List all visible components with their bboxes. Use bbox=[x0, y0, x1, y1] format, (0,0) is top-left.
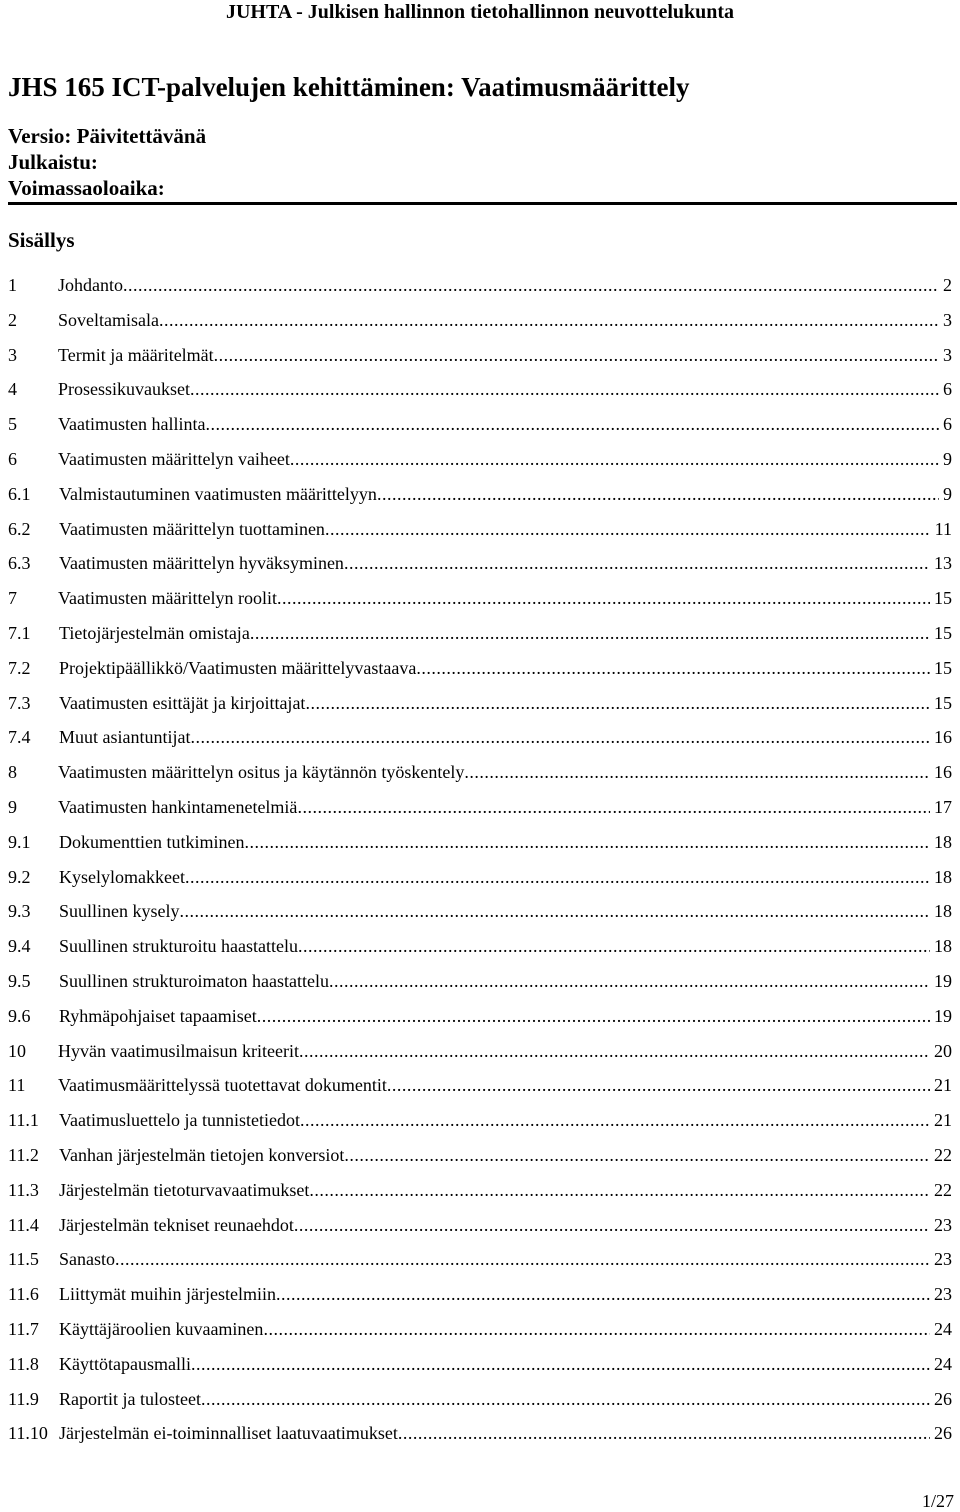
toc-dot-leader bbox=[214, 342, 939, 368]
toc-entry-number: 9.2 bbox=[8, 866, 31, 887]
document-published: Julkaistu: bbox=[8, 150, 98, 174]
toc-entry[interactable] bbox=[8, 620, 952, 655]
toc-dot-leader bbox=[185, 864, 930, 890]
toc-entry[interactable] bbox=[8, 1386, 952, 1421]
toc-entry-title: Suullinen kysely bbox=[59, 901, 180, 922]
toc-entry-number: 7 bbox=[8, 588, 17, 609]
toc-dot-leader bbox=[205, 411, 939, 437]
toc-entry-number: 11.10 bbox=[8, 1423, 48, 1444]
toc-entry[interactable] bbox=[8, 1107, 952, 1142]
toc-entry-title: Liittymät muihin järjestelmiin bbox=[59, 1284, 276, 1305]
toc-entry-page: 17 bbox=[934, 796, 952, 817]
toc-entry-page: 21 bbox=[934, 1075, 952, 1096]
toc-entry[interactable] bbox=[8, 1072, 952, 1107]
toc-entry-page: 24 bbox=[934, 1353, 952, 1374]
toc-entry[interactable] bbox=[8, 1177, 952, 1212]
toc-entry[interactable] bbox=[8, 794, 952, 829]
toc-entry-number: 11.9 bbox=[8, 1388, 39, 1409]
horizontal-divider bbox=[8, 202, 957, 205]
toc-entry-title: Vaatimusten hankintamenetelmiä bbox=[58, 796, 298, 817]
toc-dot-leader bbox=[309, 1177, 930, 1203]
toc-entry-page: 22 bbox=[934, 1179, 952, 1200]
toc-dot-leader bbox=[190, 376, 939, 402]
toc-entry-number: 4 bbox=[8, 379, 17, 400]
toc-entry[interactable] bbox=[8, 655, 952, 690]
toc-dot-leader bbox=[201, 1386, 930, 1412]
toc-entry[interactable] bbox=[8, 1246, 952, 1281]
toc-entry-page: 6 bbox=[943, 414, 952, 435]
toc-entry-page: 16 bbox=[934, 727, 952, 748]
toc-entry[interactable] bbox=[8, 1316, 952, 1351]
toc-entry[interactable] bbox=[8, 933, 952, 968]
document-validity: Voimassaoloaika: bbox=[8, 176, 165, 200]
toc-entry-number: 11.2 bbox=[8, 1144, 39, 1165]
toc-entry-title: Valmistautuminen vaatimusten määrittelyyn bbox=[59, 483, 377, 504]
toc-entry-page: 26 bbox=[934, 1388, 952, 1409]
toc-entry-title: Vaatimusten määrittelyn hyväksyminen bbox=[59, 553, 344, 574]
toc-entry-number: 6 bbox=[8, 448, 17, 469]
toc-entry-number: 11.6 bbox=[8, 1284, 39, 1305]
toc-entry-number: 9 bbox=[8, 796, 17, 817]
toc-entry-page: 9 bbox=[943, 448, 952, 469]
document-title: JHS 165 ICT-palvelujen kehittäminen: Vaatimusmäärittely bbox=[8, 72, 690, 102]
toc-dot-leader bbox=[115, 1246, 930, 1272]
toc-dot-leader bbox=[464, 759, 930, 785]
toc-entry-title: Järjestelmän tekniset reunaehdot bbox=[59, 1214, 294, 1235]
toc-entry-number: 8 bbox=[8, 762, 17, 783]
toc-entry[interactable] bbox=[8, 1351, 952, 1386]
toc-entry-page: 15 bbox=[934, 657, 952, 678]
toc-entry-number: 9.6 bbox=[8, 1005, 31, 1026]
toc-entry[interactable] bbox=[8, 1420, 952, 1455]
toc-entry-title: Dokumenttien tutkiminen bbox=[59, 831, 245, 852]
toc-entry-number: 7.4 bbox=[8, 727, 31, 748]
toc-entry-title: Ryhmäpohjaiset tapaamiset bbox=[59, 1005, 257, 1026]
toc-entry-page: 26 bbox=[934, 1423, 952, 1444]
toc-entry-number: 10 bbox=[8, 1040, 26, 1061]
toc-entry-page: 24 bbox=[934, 1318, 952, 1339]
toc-entry-number: 6.2 bbox=[8, 518, 31, 539]
toc-entry[interactable] bbox=[8, 724, 952, 759]
toc-entry-title: Hyvän vaatimusilmaisun kriteerit bbox=[58, 1040, 299, 1061]
toc-entry-title: Projektipäällikkö/Vaatimusten määrittelyvastaava bbox=[59, 657, 417, 678]
toc-dot-leader bbox=[344, 1142, 930, 1168]
page-number: 1/27 bbox=[921, 1491, 954, 1511]
toc-entry-title: Termit ja määritelmät bbox=[58, 344, 214, 365]
toc-entry-number: 7.1 bbox=[8, 622, 31, 643]
toc-dot-leader bbox=[290, 446, 939, 472]
toc-entry[interactable] bbox=[8, 446, 952, 481]
toc-entry[interactable] bbox=[8, 272, 952, 307]
toc-entry-title: Järjestelmän ei-toiminnalliset laatuvaatimukset bbox=[59, 1423, 398, 1444]
toc-dot-leader bbox=[123, 272, 939, 298]
toc-entry-title: Vaatimusmäärittelyssä tuotettavat dokumentit bbox=[58, 1075, 387, 1096]
toc-dot-leader bbox=[297, 794, 930, 820]
toc-entry[interactable] bbox=[8, 690, 952, 725]
toc-entry-title: Kyselylomakkeet bbox=[59, 866, 185, 887]
toc-dot-leader bbox=[344, 550, 930, 576]
toc-entry-title: Raportit ja tulosteet bbox=[59, 1388, 201, 1409]
toc-dot-leader bbox=[277, 585, 930, 611]
toc-entry-page: 23 bbox=[934, 1249, 952, 1270]
toc-dot-leader bbox=[244, 829, 930, 855]
toc-dot-leader bbox=[325, 516, 931, 542]
toc-dot-leader bbox=[180, 898, 931, 924]
toc-dot-leader bbox=[190, 724, 930, 750]
toc-entry-title: Vaatimusten määrittelyn vaiheet bbox=[58, 448, 290, 469]
toc-entry-title: Johdanto bbox=[58, 275, 123, 295]
toc-entry-number: 3 bbox=[8, 344, 17, 365]
toc-entry-page: 3 bbox=[943, 344, 952, 365]
toc-entry-page: 23 bbox=[934, 1284, 952, 1305]
toc-dot-leader bbox=[300, 1107, 930, 1133]
toc-entry-number: 7.2 bbox=[8, 657, 31, 678]
toc-entry-title: Sanasto bbox=[59, 1249, 115, 1270]
toc-entry[interactable] bbox=[8, 1212, 952, 1247]
toc-entry-page: 9 bbox=[943, 483, 952, 504]
toc-entry-page: 18 bbox=[934, 901, 952, 922]
toc-entry-number: 9.5 bbox=[8, 970, 31, 991]
toc-dot-leader bbox=[377, 481, 939, 507]
toc-entry-title: Vaatimusten hallinta bbox=[58, 414, 206, 435]
toc-entry-page: 21 bbox=[934, 1110, 952, 1131]
toc-entry-number: 6.3 bbox=[8, 553, 31, 574]
toc-entry-page: 18 bbox=[934, 866, 952, 887]
toc-entry-number: 11.4 bbox=[8, 1214, 39, 1235]
toc-entry-page: 23 bbox=[934, 1214, 952, 1235]
toc-entry-title: Prosessikuvaukset bbox=[58, 379, 190, 400]
toc-entry-title: Vanhan järjestelmän tietojen konversiot bbox=[59, 1144, 345, 1165]
toc-entry-title: Vaatimusten määrittelyn roolit bbox=[58, 588, 277, 609]
toc-entry-page: 19 bbox=[934, 1005, 952, 1026]
toc-entry-number: 7.3 bbox=[8, 692, 31, 713]
toc-dot-leader bbox=[191, 1351, 930, 1377]
toc-heading: Sisällys bbox=[8, 228, 75, 252]
toc-entry-number: 11 bbox=[8, 1075, 26, 1096]
toc-entry-title: Vaatimusten määrittelyn tuottaminen bbox=[59, 518, 325, 539]
document-version: Versio: Päivitettävänä bbox=[8, 124, 207, 148]
toc-entry[interactable] bbox=[8, 864, 952, 899]
toc-entry[interactable] bbox=[8, 550, 952, 585]
toc-entry-title: Suullinen strukturoitu haastattelu bbox=[59, 936, 298, 957]
toc-entry[interactable] bbox=[8, 516, 952, 551]
toc-entry-page: 15 bbox=[934, 622, 952, 643]
toc-entry-page: 22 bbox=[934, 1144, 952, 1165]
toc-entry[interactable] bbox=[8, 1038, 952, 1073]
toc-entry[interactable] bbox=[8, 307, 952, 342]
toc-entry[interactable] bbox=[8, 1142, 952, 1177]
toc-entry-number: 2 bbox=[8, 309, 17, 330]
toc-dot-leader bbox=[416, 655, 930, 681]
toc-entry-number: 9.1 bbox=[8, 831, 31, 852]
toc-entry-page: 18 bbox=[934, 831, 952, 852]
toc-entry-number: 9.3 bbox=[8, 901, 31, 922]
toc-entry-page: 16 bbox=[934, 762, 952, 783]
toc-dot-leader bbox=[276, 1281, 930, 1307]
toc-dot-leader bbox=[329, 968, 930, 994]
toc-entry[interactable] bbox=[8, 585, 952, 620]
toc-entry[interactable] bbox=[8, 898, 952, 933]
toc-entry-title: Vaatimusten esittäjät ja kirjoittajat bbox=[59, 692, 306, 713]
toc-dot-leader bbox=[398, 1420, 930, 1446]
toc-dot-leader bbox=[250, 620, 930, 646]
toc-entry-number: 11.3 bbox=[8, 1179, 39, 1200]
toc-entry[interactable] bbox=[8, 968, 952, 1003]
toc-entry-number: 11.1 bbox=[8, 1110, 39, 1131]
toc-entry[interactable] bbox=[8, 481, 952, 516]
toc-entry-page: 13 bbox=[934, 553, 952, 574]
toc-dot-leader bbox=[263, 1316, 930, 1342]
toc-entry-title: Vaatimusluettelo ja tunnistetiedot bbox=[59, 1110, 300, 1131]
toc-entry-title: Vaatimusten määrittelyn ositus ja käytännön työskentely bbox=[58, 762, 465, 783]
toc-entry-number: 1 bbox=[8, 275, 17, 295]
toc-entry[interactable] bbox=[8, 759, 952, 794]
toc-entry-page: 2 bbox=[943, 275, 952, 295]
toc-dot-leader bbox=[257, 1003, 930, 1029]
toc-entry-page: 15 bbox=[934, 588, 952, 609]
toc-entry-page: 6 bbox=[943, 379, 952, 400]
toc-entry-page: 11 bbox=[934, 518, 952, 539]
toc-entry-number: 11.7 bbox=[8, 1318, 39, 1339]
toc-entry-page: 19 bbox=[934, 970, 952, 991]
toc-entry-number: 6.1 bbox=[8, 483, 31, 504]
toc-entry-page: 20 bbox=[934, 1040, 952, 1061]
toc-entry[interactable] bbox=[8, 829, 952, 864]
toc-entry-page: 15 bbox=[934, 692, 952, 713]
toc-entry-page: 3 bbox=[943, 309, 952, 330]
toc-entry-title: Järjestelmän tietoturvavaatimukset bbox=[59, 1179, 310, 1200]
toc-entry[interactable] bbox=[8, 376, 952, 411]
toc-entry-page: 18 bbox=[934, 936, 952, 957]
toc-entry[interactable] bbox=[8, 411, 952, 446]
toc-entry-title: Käyttötapausmalli bbox=[59, 1353, 191, 1374]
toc-entry-title: Suullinen strukturoimaton haastattelu bbox=[59, 970, 329, 991]
toc-entry[interactable] bbox=[8, 342, 952, 377]
toc-entry-title: Soveltamisala bbox=[58, 309, 159, 330]
toc-dot-leader bbox=[299, 1038, 930, 1064]
organization-header: JUHTA - Julkisen hallinnon tietohallinnon neuvottelukunta bbox=[225, 1, 735, 23]
toc-entry[interactable] bbox=[8, 1003, 952, 1038]
toc-dot-leader bbox=[305, 690, 930, 716]
toc-dot-leader bbox=[298, 933, 930, 959]
toc-dot-leader bbox=[387, 1072, 930, 1098]
toc-entry-number: 11.5 bbox=[8, 1249, 39, 1270]
toc-entry-number: 5 bbox=[8, 414, 17, 435]
toc-entry-number: 9.4 bbox=[8, 936, 31, 957]
toc-dot-leader bbox=[294, 1212, 930, 1238]
toc-entry-title: Käyttäjäroolien kuvaaminen bbox=[59, 1318, 264, 1339]
toc-entry[interactable] bbox=[8, 1281, 952, 1316]
table-of-contents bbox=[8, 272, 952, 1455]
toc-dot-leader bbox=[159, 307, 939, 333]
toc-entry-title: Muut asiantuntijat bbox=[59, 727, 191, 748]
toc-entry-number: 11.8 bbox=[8, 1353, 39, 1374]
toc-entry-title: Tietojärjestelmän omistaja bbox=[59, 622, 250, 643]
